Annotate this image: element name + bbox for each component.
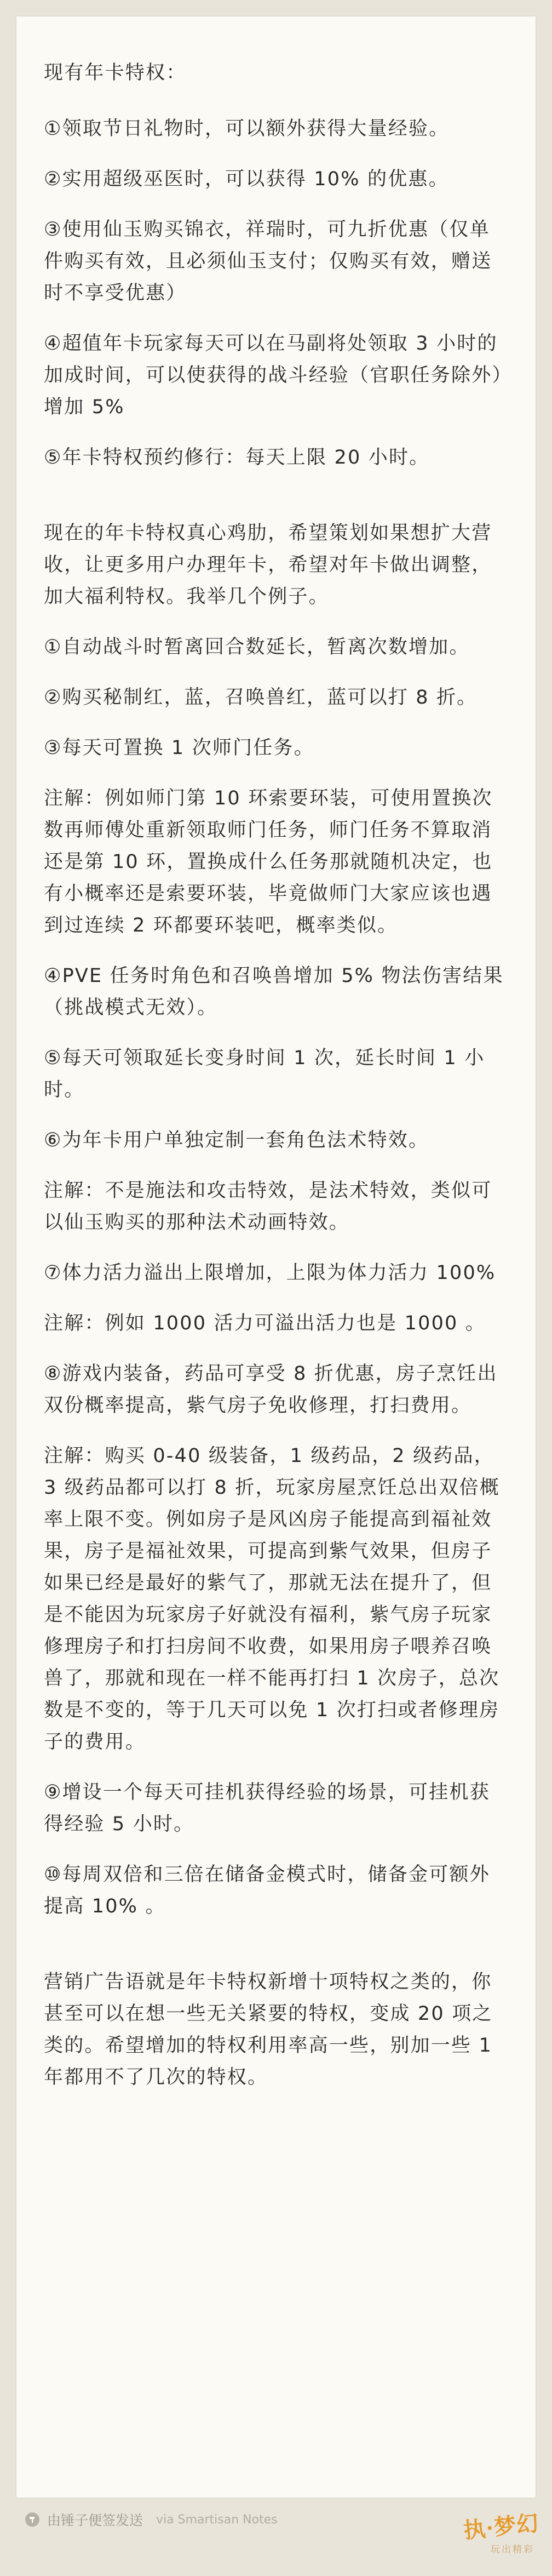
hammer-icon (25, 2512, 39, 2527)
note-paragraph: 注解：例如师门第 10 环索要环装，可使用置换次数再师傅处重新领取师门任务，师门任务不算取消还是第 10 环，置换成什么任务那就随机决定，也有小概率还是索要环装，毕竟做师门大家应该也遇到过连续 2 环都要环装吧，概率类似。 (44, 787, 493, 936)
note-paragraph: 注解：例如 1000 活力可溢出活力也是 1000 。 (44, 1312, 486, 1334)
note-paragraph: ⑤每天可领取延长变身时间 1 次，延长时间 1 小时。 (44, 1047, 485, 1101)
note-paragraph: ⑥为年卡用户单独定制一套角色法术特效。 (44, 1129, 429, 1151)
note-paragraph: ②购买秘制红，蓝，召唤兽红，蓝可以打 8 折。 (44, 687, 478, 709)
footer-source-text: 由锤子便签发送 (47, 2512, 143, 2528)
watermark-logo-text: 执·梦幻 (462, 2510, 540, 2544)
note-paragraph: ④PVE 任务时角色和召唤兽增加 5% 物法伤害结果（挑战模式无效）。 (44, 965, 504, 1019)
footer-via-text: via Smartisan Notes (156, 2512, 278, 2527)
watermark-sub-text: 玩出精彩 (491, 2544, 534, 2555)
note-paragraph: ④超值年卡玩家每天可以在马副将处领取 3 小时的加成时间，可以使获得的战斗经验（官职任务除外）增加 5% (44, 333, 503, 418)
note-paragraph: ⑧游戏内装备，药品可享受 8 折优惠，房子烹饪出双份概率提高，紫气房子免收修理，打扫费用。 (44, 1363, 498, 1416)
note-paragraph: ⑩每周双倍和三倍在储备金模式时，储备金可额外提高 10% 。 (44, 1864, 490, 1917)
note-paragraph: ②实用超级巫医时，可以获得 10% 的优惠。 (44, 168, 449, 190)
note-paragraph: 现在的年卡特权真心鸡肋，希望策划如果想扩大营收，让更多用户办理年卡，希望对年卡做出调整，加大福利特权。我举几个例子。 (44, 522, 492, 608)
note-paragraph: 营销广告语就是年卡特权新增十项特权之类的，你甚至可以在想一些无关紧要的特权，变成 20 项之类的。希望增加的特权利用率高一些，别加一些 1 年都用不了几次的特权。 (44, 1971, 493, 2088)
note-paragraph: ⑤年卡特权预约修行：每天上限 20 小时。 (44, 447, 430, 469)
watermark-logo (462, 2510, 542, 2570)
note-paragraph: 注解：购买 0-40 级装备，1 级药品，2 级药品，3 级药品都可以打 8 折，玩家房屋烹饪总出双倍概率上限不变。例如房子是风凶房子能提高到福祉效果，房子是福祉效果，可提高到紫气效果，但房子如果已经是最好的紫气了，那就无法在提升了，但是不能因为玩家房子好就没有福利，紫气房子玩家修理房子和打扫房间不收费，如果用房子喂养召唤兽了，那就和现在一样不能再打扫 1 次房子，总次数是不变的，等于几天可以免 1 次打扫或者修理房子的费用。 (44, 1445, 500, 1753)
note-paragraph: ⑦体力活力溢出上限增加，上限为体力活力 100% (44, 1262, 496, 1284)
note-content (44, 57, 507, 2112)
note-paragraph: 注解：不是施法和攻击特效，是法术特效，类似可以仙玉购买的那种法术动画特效。 (44, 1180, 492, 1233)
note-footer (25, 2510, 278, 2529)
note-paragraph: ①领取节日礼物时，可以额外获得大量经验。 (44, 118, 450, 140)
note-heading: 现有年卡特权： (44, 62, 187, 84)
note-paragraph: ③使用仙玉购买锦衣，祥瑞时，可九折优惠（仅单件购买有效，且必须仙玉支付；仅购买有效，赠送时不享受优惠） (44, 219, 492, 304)
note-paragraph: ①自动战斗时暂离回合数延长，暂离次数增加。 (44, 636, 470, 658)
note-paragraph: ③每天可置换 1 次师门任务。 (44, 737, 314, 759)
note-paragraph: ⑨增设一个每天可挂机获得经验的场景，可挂机获得经验 5 小时。 (44, 1781, 490, 1835)
